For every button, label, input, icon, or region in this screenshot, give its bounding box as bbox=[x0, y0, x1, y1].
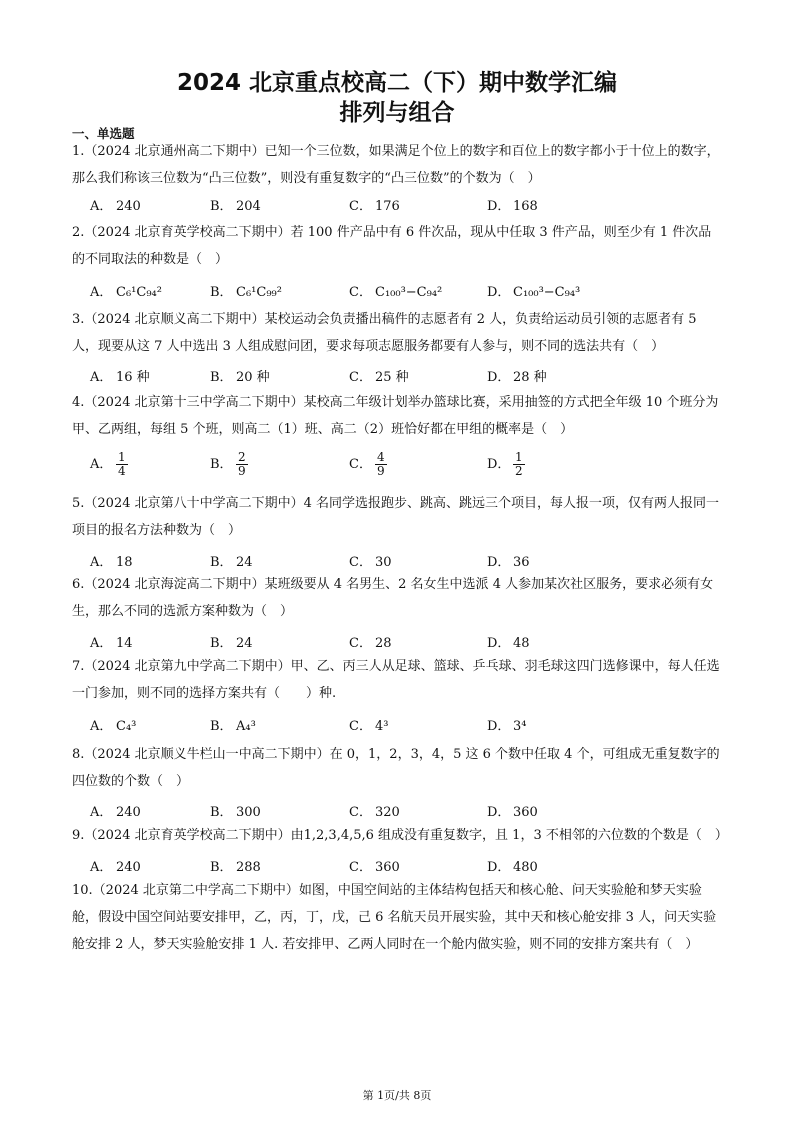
option-d: D． $\frac{1}{2}$ bbox=[487, 450, 523, 478]
question-8: 8.（2024 北京顺义牛栏山一中高二下期中）在 0，1，2，3，4，5 这 6 个数中任取 4 个，可组成无重复数字的四位数的个数（ ） bbox=[72, 747, 720, 789]
options-6 bbox=[90, 632, 730, 652]
question-2: 2.（2024 北京育英学校高二下期中）若 100 件产品中有 6 件次品，现从中任取 3 件产品，则至少有 1 件次品的不同取法的种数是（ ） bbox=[72, 225, 712, 267]
question-1: 1.（2024 北京通州高二下期中）已知一个三位数，如果满足个位上的数字和百位上的数字都小于十位上的数字，那么我们称该三位数为“凸三位数”，则没有重复数字的“凸三位数”的个数为（ ） bbox=[72, 144, 720, 186]
fraction: $\frac{4}{9}$ bbox=[377, 450, 385, 478]
options-1 bbox=[90, 195, 730, 215]
option-c: C． 30 bbox=[349, 555, 392, 570]
option-c: C． 176 bbox=[349, 199, 400, 214]
options-8 bbox=[90, 801, 730, 821]
option-b: B． C₆¹C₉₉² bbox=[210, 285, 282, 300]
option-c: C． 25 种 bbox=[349, 370, 409, 385]
option-a: A． C₆¹C₉₄² bbox=[90, 285, 162, 300]
option-b: B． 288 bbox=[210, 860, 261, 875]
option-b: B． 204 bbox=[210, 199, 261, 214]
question-6: 6.（2024 北京海淀高二下期中）某班级要从 4 名男生、2 名女生中选派 4 人参加某次社区服务，要求必须有女生，那么不同的选派方案种数为（ ） bbox=[72, 577, 714, 619]
option-b: B． 24 bbox=[210, 555, 253, 570]
options-4 bbox=[90, 451, 730, 485]
fraction: $\frac{1}{4}$ bbox=[118, 450, 126, 478]
options-5 bbox=[90, 551, 730, 571]
option-d: D． 28 种 bbox=[487, 370, 547, 385]
option-d: D． 480 bbox=[487, 860, 538, 875]
section-label: 一、单选题 bbox=[72, 126, 135, 141]
options-9 bbox=[90, 856, 730, 876]
page-title: 2024 北京重点校高二（下）期中数学汇编 bbox=[176, 70, 618, 96]
option-c: C． 4³ bbox=[349, 719, 389, 734]
options-7 bbox=[90, 715, 730, 735]
option-a: A． 18 bbox=[90, 555, 133, 570]
question-4: 4.（2024 北京第十三中学高二下期中）某校高二年级计划举办篮球比赛，采用抽签的方式把全年级 10 个班分为甲、乙两组，每组 5 个班，则高二（1）班、高二（2）班恰好都在甲组的概率是（ ） bbox=[72, 395, 719, 437]
question-9: 9.（2024 北京育英学校高二下期中）由1,2,3,4,5,6 组成没有重复数字，且 1，3 不相邻的六位数的个数是（ ） bbox=[72, 828, 728, 843]
option-a: A． 14 bbox=[90, 636, 133, 651]
question-7: 7.（2024 北京第九中学高二下期中）甲、乙、丙三人从足球、篮球、乒乓球、羽毛球这四门选修课中，每人任选一门参加，则不同的选择方案共有（ ）种. bbox=[72, 659, 720, 701]
option-d: D． C₁₀₀³−C₉₄³ bbox=[487, 285, 581, 300]
option-a: A． 240 bbox=[90, 860, 141, 875]
option-a: A． 16 种 bbox=[90, 370, 150, 385]
question-5: 5.（2024 北京第八十中学高二下期中）4 名同学选报跑步、跳高、跳远三个项目，每人报一项，仅有两人报同一项目的报名方法种数为（ ） bbox=[72, 496, 720, 538]
page-footer: 第 1页/共 8页 bbox=[362, 1089, 432, 1102]
fraction: $\frac{2}{9}$ bbox=[238, 450, 246, 478]
option-b: B． $\frac{2}{9}$ bbox=[210, 450, 246, 478]
fraction: $\frac{1}{2}$ bbox=[515, 450, 523, 478]
option-c: C． 360 bbox=[349, 860, 400, 875]
option-c: C． 28 bbox=[349, 636, 392, 651]
options-2 bbox=[90, 281, 730, 301]
option-d: D． 360 bbox=[487, 805, 538, 820]
option-d: D． 36 bbox=[487, 555, 530, 570]
options-3 bbox=[90, 366, 730, 386]
option-d: D． 168 bbox=[487, 199, 538, 214]
question-3: 3.（2024 北京顺义高二下期中）某校运动会负责播出稿件的志愿者有 2 人，负责给运动员引领的志愿者有 5 人，现要从这 7 人中选出 3 人组成慰问团，要求每项志愿服务都要有人参与，则不同的选法共有（ ） bbox=[72, 312, 697, 354]
option-b: B． 20 种 bbox=[210, 370, 270, 385]
option-a: A． C₄³ bbox=[90, 719, 137, 734]
option-b: B． 300 bbox=[210, 805, 261, 820]
option-a: A． $\frac{1}{4}$ bbox=[90, 450, 126, 478]
question-10: 10.（2024 北京第二中学高二下期中）如图，中国空间站的主体结构包括天和核心舱、问天实验舱和梦天实验舱，假设中国空间站要安排甲，乙，丙，丁，戊，己 6 名航天员开展实验，其中天和核心舱安排 3 人，问天实验舱安排 2 人，梦天实验舱安排 1 人. 若安排甲、乙两人同时在一个舱内做实验，则不同的安排方案共有（ ） bbox=[72, 883, 717, 952]
option-c: C． $\frac{4}{9}$ bbox=[349, 450, 385, 478]
option-b: B． A₄³ bbox=[210, 719, 256, 734]
option-c: C． 320 bbox=[349, 805, 400, 820]
option-d: D． 48 bbox=[487, 636, 530, 651]
page-subtitle: 排列与组合 bbox=[339, 100, 455, 126]
option-a: A． 240 bbox=[90, 199, 141, 214]
option-b: B． 24 bbox=[210, 636, 253, 651]
option-d: D． 3⁴ bbox=[487, 719, 527, 734]
option-c: C． C₁₀₀³−C₉₄² bbox=[349, 285, 443, 300]
option-a: A． 240 bbox=[90, 805, 141, 820]
